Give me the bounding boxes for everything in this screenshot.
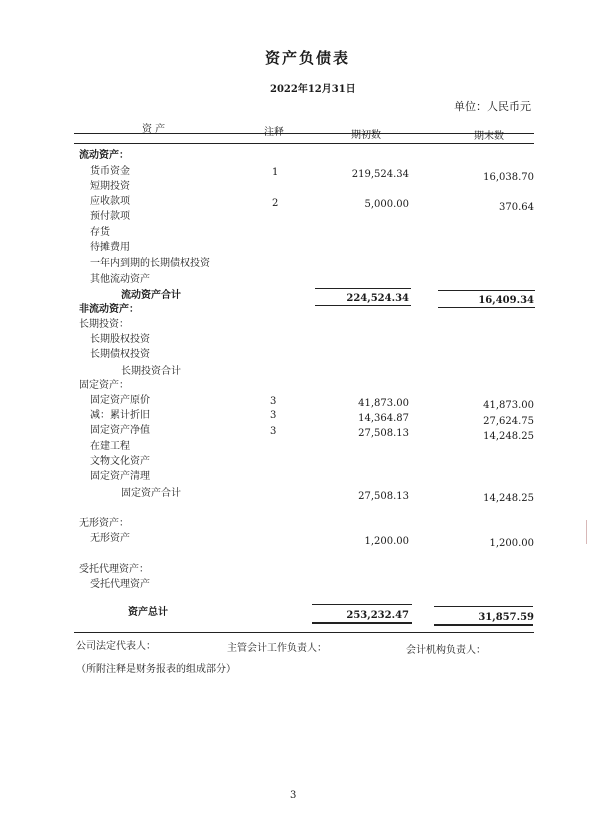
label-long-term-equity-investment: 长期股权投资 bbox=[90, 334, 150, 345]
label-long-term-investments: 长期投资： bbox=[79, 319, 129, 330]
label-inventory: 存货 bbox=[90, 227, 110, 238]
scan-edge-mark bbox=[586, 520, 587, 544]
total-rule-begin-bottom bbox=[312, 622, 412, 624]
label-noncurrent-assets: 非流动资产： bbox=[79, 304, 139, 315]
end-fixed-assets-total: 14,248.25 bbox=[483, 493, 534, 504]
signature-accounting-head: 主管会计工作负责人： bbox=[227, 643, 327, 654]
begin-cash: 219,524.34 bbox=[351, 169, 409, 180]
subtotal-rule-end-bottom bbox=[438, 307, 535, 308]
col-header-begin: 期初数 bbox=[351, 130, 381, 141]
end-intangible-assets: 1,200.00 bbox=[489, 538, 534, 549]
begin-receivables: 5,000.00 bbox=[364, 199, 409, 210]
label-construction-in-progress: 在建工程 bbox=[90, 441, 130, 452]
total-rule-end-top bbox=[434, 606, 533, 607]
label-entrusted-assets-section: 受托代理资产： bbox=[79, 564, 149, 575]
label-intangible-assets-section: 无形资产： bbox=[79, 518, 129, 529]
header-bottom-rule bbox=[74, 143, 534, 144]
begin-fixed-assets-total: 27,508.13 bbox=[358, 491, 409, 502]
col-header-note: 注释 bbox=[264, 127, 284, 138]
label-fixed-assets-disposal: 固定资产清理 bbox=[90, 471, 150, 482]
end-cash: 16,038.70 bbox=[483, 172, 534, 183]
label-accumulated-depreciation: 减：累计折旧 bbox=[90, 410, 150, 421]
label-current-assets: 流动资产： bbox=[79, 150, 129, 161]
label-long-term-investments-total: 长期投资合计 bbox=[121, 366, 181, 377]
label-cash: 货币资金 bbox=[90, 166, 130, 177]
note-fixed-assets-cost: 3 bbox=[270, 396, 277, 407]
label-total-assets: 资产总计 bbox=[128, 607, 168, 618]
label-short-term-investments: 短期投资 bbox=[90, 181, 130, 192]
label-current-assets-total: 流动资产合计 bbox=[121, 290, 181, 301]
begin-intangible-assets: 1,200.00 bbox=[364, 536, 409, 547]
signature-legal-representative: 公司法定代表人： bbox=[76, 641, 156, 652]
begin-fixed-assets-net: 27,508.13 bbox=[358, 428, 409, 439]
end-accumulated-depreciation: 27,624.75 bbox=[483, 416, 534, 427]
label-prepaid-expenses: 待摊费用 bbox=[90, 242, 130, 253]
label-entrusted-assets: 受托代理资产 bbox=[90, 579, 150, 590]
table-bottom-rule bbox=[74, 632, 534, 633]
subtotal-rule-begin-bottom bbox=[315, 305, 411, 306]
footnote: （所附注释是财务报表的组成部分） bbox=[76, 664, 236, 675]
end-current-assets-total: 16,409.34 bbox=[478, 295, 534, 306]
page-title: 资产负债表 bbox=[265, 49, 351, 67]
page-number: 3 bbox=[290, 790, 297, 801]
begin-current-assets-total: 224,524.34 bbox=[346, 293, 409, 304]
label-cultural-relic-assets: 文物文化资产 bbox=[90, 456, 150, 467]
subtotal-rule-end-top bbox=[438, 290, 535, 291]
label-prepayments: 预付款项 bbox=[90, 211, 130, 222]
end-receivables: 370.64 bbox=[499, 202, 534, 213]
begin-total-assets: 253,232.47 bbox=[346, 610, 409, 621]
report-date: 2022年12月31日 bbox=[270, 84, 356, 95]
begin-accumulated-depreciation: 14,364.87 bbox=[358, 413, 409, 424]
note-receivables: 2 bbox=[272, 198, 279, 209]
label-intangible-assets: 无形资产 bbox=[90, 533, 130, 544]
col-header-asset: 资 产 bbox=[142, 124, 166, 135]
label-long-term-debt-investment: 长期债权投资 bbox=[90, 349, 150, 360]
note-accumulated-depreciation: 3 bbox=[270, 410, 277, 421]
end-fixed-assets-cost: 41,873.00 bbox=[483, 400, 534, 411]
note-fixed-assets-net: 3 bbox=[270, 426, 277, 437]
total-rule-begin-top bbox=[312, 604, 412, 605]
label-fixed-assets: 固定资产： bbox=[79, 380, 129, 391]
label-long-term-debt-investment-due: 一年内到期的长期债权投资 bbox=[90, 258, 210, 269]
note-cash: 1 bbox=[272, 167, 279, 178]
begin-fixed-assets-cost: 41,873.00 bbox=[358, 398, 409, 409]
label-fixed-assets-total: 固定资产合计 bbox=[121, 488, 181, 499]
end-total-assets: 31,857.59 bbox=[478, 612, 534, 623]
subtotal-rule-begin-top bbox=[315, 288, 411, 289]
label-other-current-assets: 其他流动资产 bbox=[90, 274, 150, 285]
col-header-end: 期末数 bbox=[474, 131, 504, 142]
signature-accounting-org-head: 会计机构负责人： bbox=[406, 645, 486, 656]
currency-unit: 单位：人民币元 bbox=[454, 100, 531, 113]
label-fixed-assets-net: 固定资产净值 bbox=[90, 425, 150, 436]
label-receivables: 应收款项 bbox=[90, 196, 130, 207]
total-rule-end-bottom bbox=[434, 624, 533, 626]
end-fixed-assets-net: 14,248.25 bbox=[483, 431, 534, 442]
label-fixed-assets-cost: 固定资产原价 bbox=[90, 395, 150, 406]
